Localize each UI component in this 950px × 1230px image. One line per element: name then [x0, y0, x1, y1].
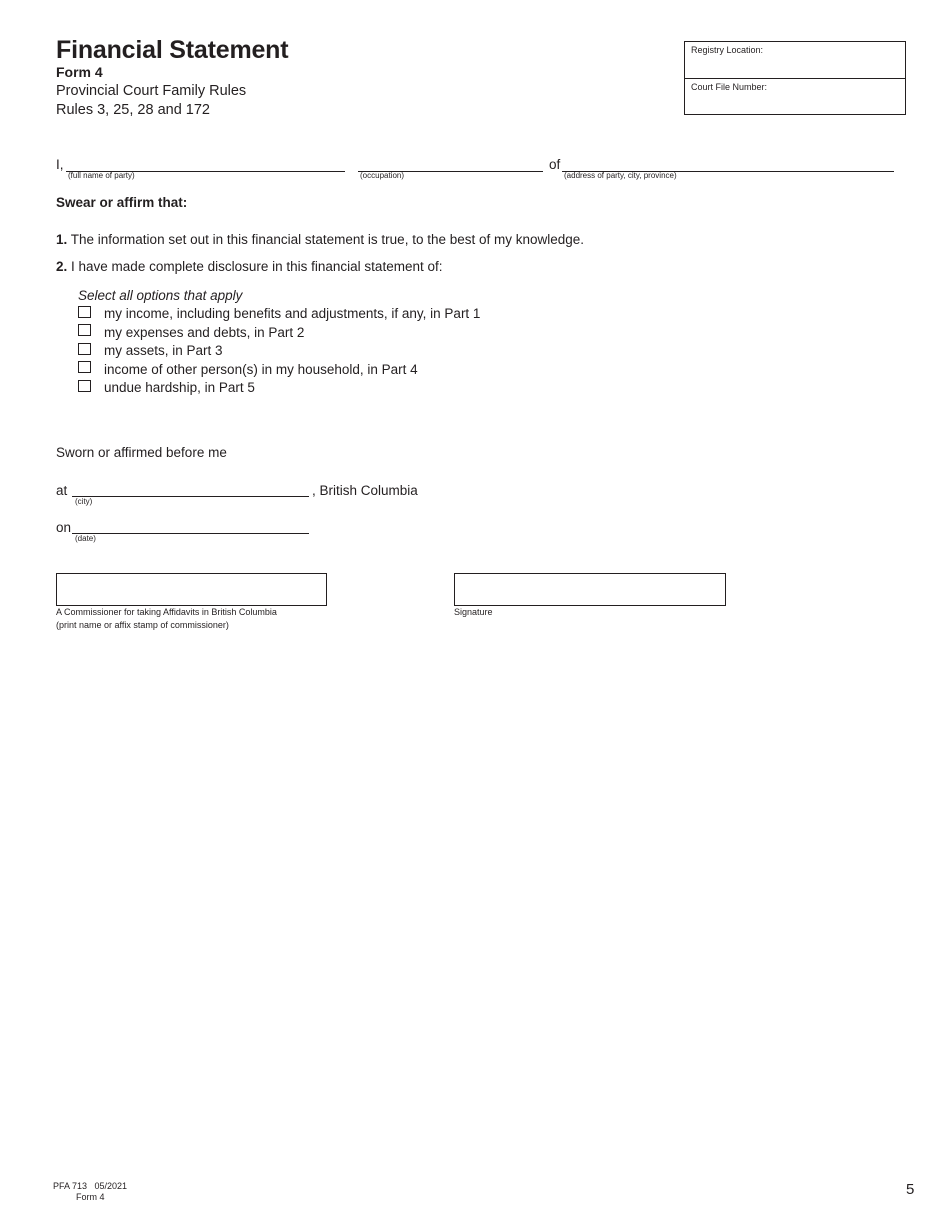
date-caption: (date) — [75, 534, 96, 543]
options-instruction: Select all options that apply — [78, 288, 243, 303]
at-label: at — [56, 483, 68, 498]
party-prefix: I, — [56, 157, 64, 172]
commissioner-caption-note: (print name or affix stamp of commissioner) — [56, 620, 229, 630]
full-name-caption: (full name of party) — [68, 171, 135, 180]
city-caption: (city) — [75, 497, 93, 506]
option-label: undue hardship, in Part 5 — [104, 380, 255, 395]
income-checkbox[interactable] — [78, 306, 91, 318]
household-income-checkbox[interactable] — [78, 361, 91, 373]
court-file-number-field[interactable] — [685, 79, 905, 116]
option-label: my assets, in Part 3 — [104, 343, 223, 358]
court-file-number-label: Court File Number: — [691, 82, 768, 92]
sworn-before-me: Sworn or affirmed before me — [56, 445, 227, 460]
registry-location-label: Registry Location: — [691, 45, 764, 55]
statement-2 — [56, 259, 442, 274]
province-suffix: , British Columbia — [312, 483, 418, 498]
statement-1 — [56, 232, 584, 247]
page-number: 5 — [906, 1181, 915, 1198]
signature-box[interactable] — [454, 573, 726, 606]
commissioner-caption: A Commissioner for taking Affidavits in British Columbia — [56, 607, 277, 617]
occupation-caption: (occupation) — [360, 171, 405, 180]
statement-text: I have made complete disclosure in this financial statement of: — [71, 259, 443, 274]
swear-heading: Swear or affirm that: — [56, 195, 188, 210]
form-number: Form 4 — [56, 64, 103, 80]
statement-number: 2. — [56, 259, 68, 274]
option-label: my income, including benefits and adjustments, if any, in Part 1 — [104, 306, 481, 321]
form-rules: Rules 3, 25, 28 and 172 — [56, 102, 210, 118]
on-label: on — [56, 520, 72, 535]
address-caption: (address of party, city, province) — [564, 171, 677, 180]
option-label: my expenses and debts, in Part 2 — [104, 325, 305, 340]
registry-location-field[interactable] — [685, 42, 905, 79]
footer-form-code: PFA 713 05/2021 — [53, 1181, 128, 1191]
date-input[interactable] — [72, 533, 309, 534]
footer-form-label: Form 4 — [76, 1192, 105, 1202]
form-title: Financial Statement — [56, 36, 289, 64]
city-input[interactable] — [72, 496, 309, 497]
registry-box — [684, 41, 906, 115]
undue-hardship-checkbox[interactable] — [78, 380, 91, 392]
form-subtitle: Provincial Court Family Rules — [56, 83, 247, 99]
signature-caption: Signature — [454, 607, 493, 617]
option-label: income of other person(s) in my household, in Part 4 — [104, 362, 418, 377]
statement-text: The information set out in this financial statement is true, to the best of my knowledge. — [70, 232, 585, 247]
of-label: of — [549, 157, 561, 172]
statement-number: 1. — [56, 232, 68, 247]
assets-checkbox[interactable] — [78, 343, 91, 355]
expenses-checkbox[interactable] — [78, 324, 91, 336]
commissioner-box[interactable] — [56, 573, 327, 606]
